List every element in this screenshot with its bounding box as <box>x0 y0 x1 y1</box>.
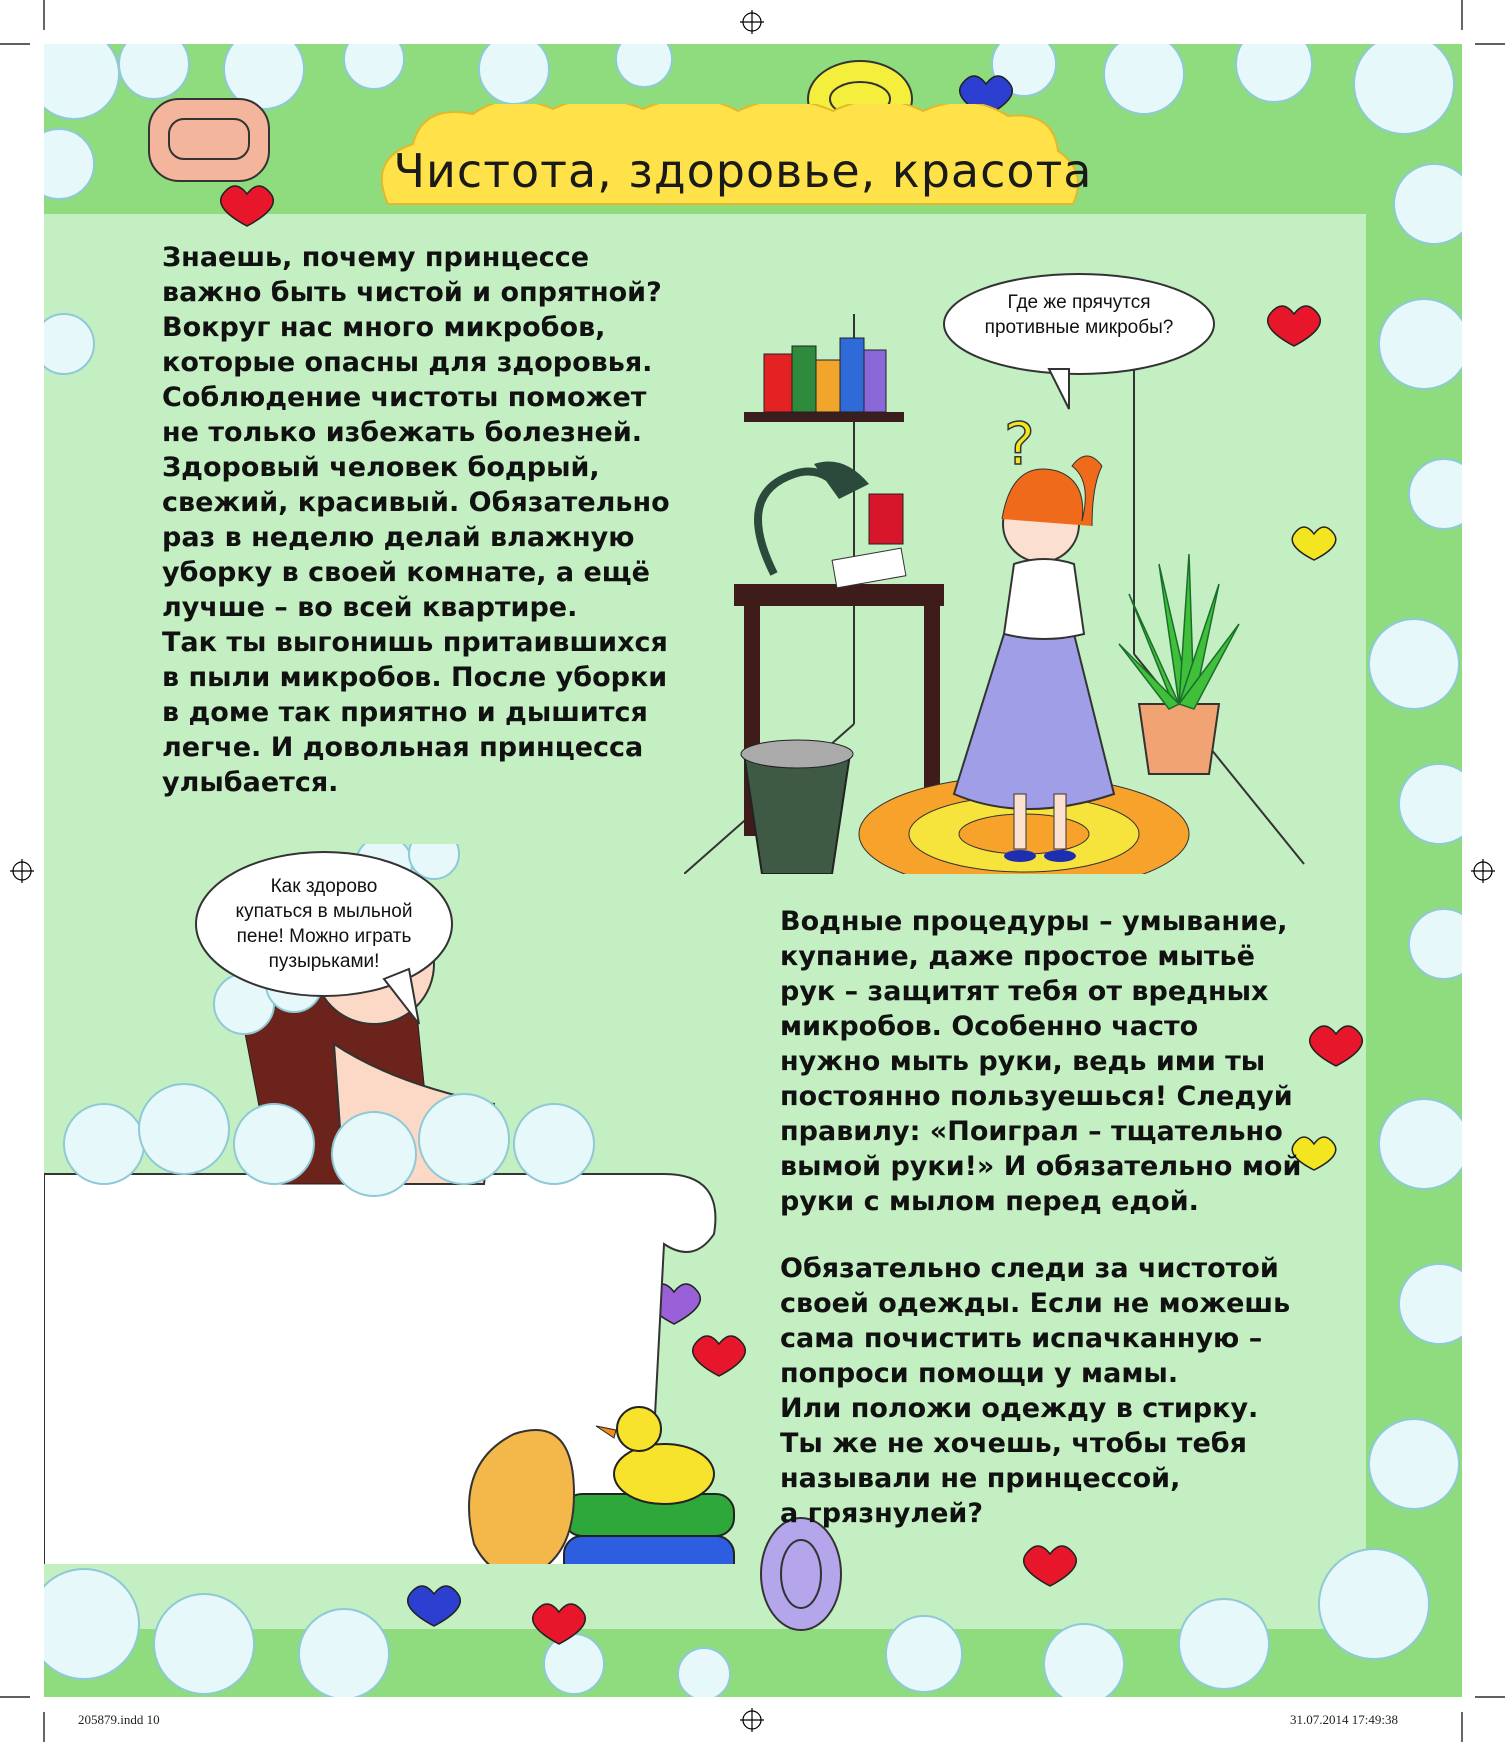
intro-line: Так ты выгонишь притаившихся <box>162 627 668 658</box>
intro-line: уборку в своей комнате, а ещё <box>162 557 650 588</box>
intro-line: Соблюдение чистоты поможет <box>162 382 647 413</box>
intro-line: Вокруг нас много микробов, <box>162 312 606 343</box>
clothes-line: а грязнулей? <box>780 1498 984 1529</box>
bubble-bath-line: пузырьками! <box>268 951 380 972</box>
intro-line: не только избежать болезней. <box>162 417 642 448</box>
bubble-bath-line: Как здорово <box>270 876 378 897</box>
intro-line: в доме так приятно и дышится <box>162 697 648 728</box>
clothes-line: попроси помощи у мамы. <box>780 1358 1179 1389</box>
clothes-paragraph <box>780 1251 1290 1531</box>
intro-line: Знаешь, почему принцессе <box>162 242 590 273</box>
intro-line: важно быть чистой и опрятной? <box>162 277 662 308</box>
intro-paragraph <box>162 240 670 800</box>
svg-text:?: ? <box>1004 410 1035 478</box>
clothes-line: сама почистить испачканную – <box>780 1323 1263 1354</box>
bubble-room-line: Где же прячутся <box>1007 292 1151 313</box>
water-line: микробов. Особенно часто <box>780 1011 1199 1042</box>
intro-line: которые опасны для здоровья. <box>162 347 653 378</box>
speech-bubble-room-text <box>939 290 1219 340</box>
water-line: Водные процедуры – умывание, <box>780 906 1288 937</box>
intro-line: свежий, красивый. Обязательно <box>162 487 670 518</box>
bubble-bath-line: пене! Можно играть <box>236 926 412 947</box>
clothes-line: Обязательно следи за чистотой <box>780 1253 1279 1284</box>
intro-line: Здоровый человек бодрый, <box>162 452 600 483</box>
page-frame <box>44 44 1462 1697</box>
footer-file-label: 205879.indd 10 <box>78 1712 160 1727</box>
clothes-line: Ты же не хочешь, чтобы тебя <box>780 1428 1247 1459</box>
water-paragraph <box>780 904 1301 1219</box>
water-line: постоянно пользуешься! Следуй <box>780 1081 1293 1112</box>
water-line: рук – защитят тебя от вредных <box>780 976 1269 1007</box>
intro-line: улыбается. <box>162 767 339 798</box>
bubble-bath-line: купаться в мыльной <box>235 901 413 922</box>
clothes-line: Или положи одежду в стирку. <box>780 1393 1259 1424</box>
intro-line: в пыли микробов. После уборки <box>162 662 668 693</box>
page-title: Чистота, здоровье, красота <box>393 144 1093 198</box>
speech-bubble-bath-text <box>194 874 454 974</box>
water-line: правилу: «Поиграл – тщательно <box>780 1116 1283 1147</box>
intro-line: раз в неделю делай влажную <box>162 522 635 553</box>
bubble-room-line: противные микробы? <box>984 317 1174 338</box>
water-line: вымой руки!» И обязательно мой <box>780 1151 1302 1182</box>
water-line: нужно мыть руки, ведь ими ты <box>780 1046 1266 1077</box>
clothes-line: называли не принцессой, <box>780 1463 1181 1494</box>
clothes-line: своей одежды. Если не можешь <box>780 1288 1291 1319</box>
footer-timestamp: 31.07.2014 17:49:38 <box>1290 1712 1398 1727</box>
intro-line: легче. И довольная принцесса <box>162 732 644 763</box>
water-line: руки с мылом перед едой. <box>780 1186 1199 1217</box>
water-line: купание, даже простое мытьё <box>780 941 1255 972</box>
intro-line: лучше – во всей квартире. <box>162 592 578 623</box>
